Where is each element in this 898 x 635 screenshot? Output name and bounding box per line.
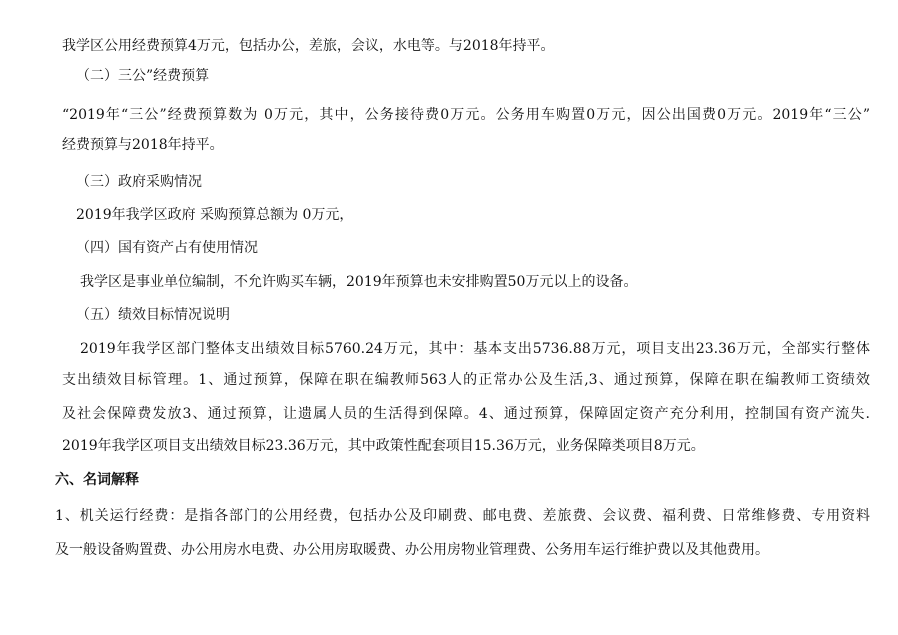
heading-procurement: （三）政府采购情况 bbox=[76, 174, 202, 190]
paragraph-procurement: 2019年我学区政府 采购预算总额为 0万元， bbox=[76, 207, 354, 223]
paragraph-three-public-line-2: 经费预算与2018年持平。 bbox=[62, 137, 224, 153]
paragraph-performance-line-2: 支出绩效目标管理。1、通过预算，保障在职在编教师563人的正常办公及生活,3、通过预算，保障在职在编教师工资绩效 bbox=[62, 372, 870, 388]
paragraph-glossary-line-2: 及一般设备购置费、办公用房水电费、办公用房取暖费、办公用房物业管理费、公务用车运行维护费以及其他费用。 bbox=[55, 542, 769, 558]
heading-performance-goals: （五）绩效目标情况说明 bbox=[76, 307, 230, 323]
paragraph-performance-line-4: 2019年我学区项目支出绩效目标23.36万元，其中政策性配套项目15.36万元，业务保障类项目8万元。 bbox=[62, 438, 705, 454]
paragraph-state-assets: 我学区是事业单位编制，不允许购买车辆，2019年预算也未安排购置50万元以上的设备。 bbox=[80, 274, 638, 290]
paragraph-three-public-line-1: “2019年“三公”经费预算数为 0万元，其中，公务接待费0万元。公务用车购置0万元，因公出国费0万元。2019年“三公” bbox=[62, 107, 870, 123]
paragraph-public-funds: 我学区公用经费预算4万元，包括办公，差旅，会议，水电等。与2018年持平。 bbox=[62, 38, 555, 54]
heading-state-assets: （四）国有资产占有使用情况 bbox=[76, 240, 258, 256]
heading-glossary: 六、名词解释 bbox=[55, 472, 139, 488]
paragraph-performance-line-3: 及社会保障费发放3、通过预算，让遗属人员的生活得到保障。4、通过预算，保障固定资产充分利用，控制国有资产流失. bbox=[62, 406, 870, 422]
paragraph-glossary-line-1: 1、机关运行经费：是指各部门的公用经费，包括办公及印刷费、邮电费、差旅费、会议费、福利费、日常维修费、专用资料 bbox=[55, 508, 870, 524]
paragraph-performance-line-1: 2019年我学区部门整体支出绩效目标5760.24万元，其中：基本支出5736.88万元，项目支出23.36万元，全部实行整体 bbox=[80, 341, 870, 357]
heading-three-public-budget: （二）三公”经费预算 bbox=[76, 68, 210, 84]
